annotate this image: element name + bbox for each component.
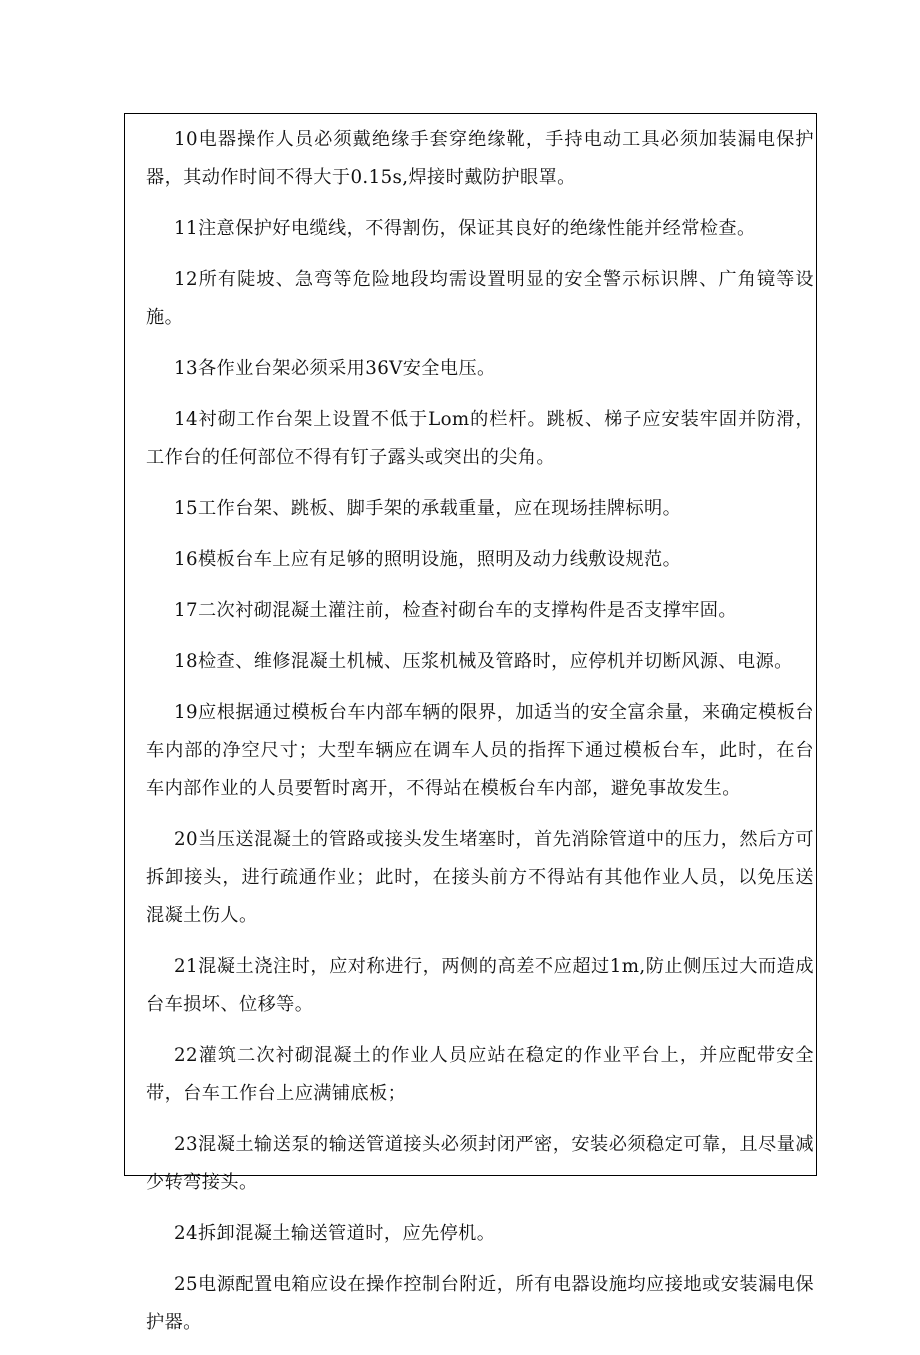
clause-10: 10电器操作人员必须戴绝缘手套穿绝缘靴，手持电动工具必须加装漏电保护器，其动作时间不得大于0.15s,焊接时戴防护眼罩。 [146, 129, 814, 188]
clause-11: 11注意保护好电缆线，不得割伤，保证其良好的绝缘性能并经常检查。 [174, 218, 756, 239]
clause-20: 20当压送混凝土的管路或接头发生堵塞时，首先消除管道中的压力，然后方可拆卸接头，进行疏通作业；此时，在接头前方不得站有其他作业人员，以免压送混凝土伤人。 [146, 829, 814, 926]
clause-25: 25电源配置电箱应设在操作控制台附近，所有电器设施均应接地或安装漏电保护器。 [146, 1274, 814, 1333]
clause-19: 19应根据通过模板台车内部车辆的限界，加适当的安全富余量，来确定模板台车内部的净空尺寸；大型车辆应在调车人员的指挥下通过模板台车，此时，在台车内部作业的人员要暂时离开，不得站在模板台车内部，避免事故发生。 [146, 702, 814, 799]
clause-15: 15工作台架、跳板、脚手架的承载重量，应在现场挂牌标明。 [174, 498, 682, 519]
clause-23: 23混凝土输送泵的输送管道接头必须封闭严密，安装必须稳定可靠，且尽量减少转弯接头。 [146, 1134, 814, 1193]
clause-14: 14衬砌工作台架上设置不低于Lom的栏杆。跳板、梯子应安装牢固并防滑，工作台的任何部位不得有钉子露头或突出的尖角。 [146, 409, 814, 468]
clause-16: 16模板台车上应有足够的照明设施，照明及动力线敷设规范。 [174, 549, 682, 570]
clause-24: 24拆卸混凝土输送管道时，应先停机。 [174, 1223, 496, 1244]
clause-21: 21混凝土浇注时，应对称进行，两侧的高差不应超过1m,防止侧压过大而造成台车损坏、位移等。 [146, 956, 814, 1015]
safety-clauses-text [146, 121, 814, 1355]
clause-18: 18检查、维修混凝土机械、压浆机械及管路时，应停机并切断风源、电源。 [174, 651, 793, 672]
clause-12: 12所有陡坡、急弯等危险地段均需设置明显的安全警示标识牌、广角镜等设施。 [146, 269, 814, 328]
clause-17: 17二次衬砌混凝土灌注前，检查衬砌台车的支撑构件是否支撑牢固。 [174, 600, 737, 621]
clause-22: 22灌筑二次衬砌混凝土的作业人员应站在稳定的作业平台上，并应配带安全带，台车工作台上应满铺底板； [146, 1045, 814, 1104]
clause-13: 13各作业台架必须采用36V安全电压。 [174, 358, 496, 379]
